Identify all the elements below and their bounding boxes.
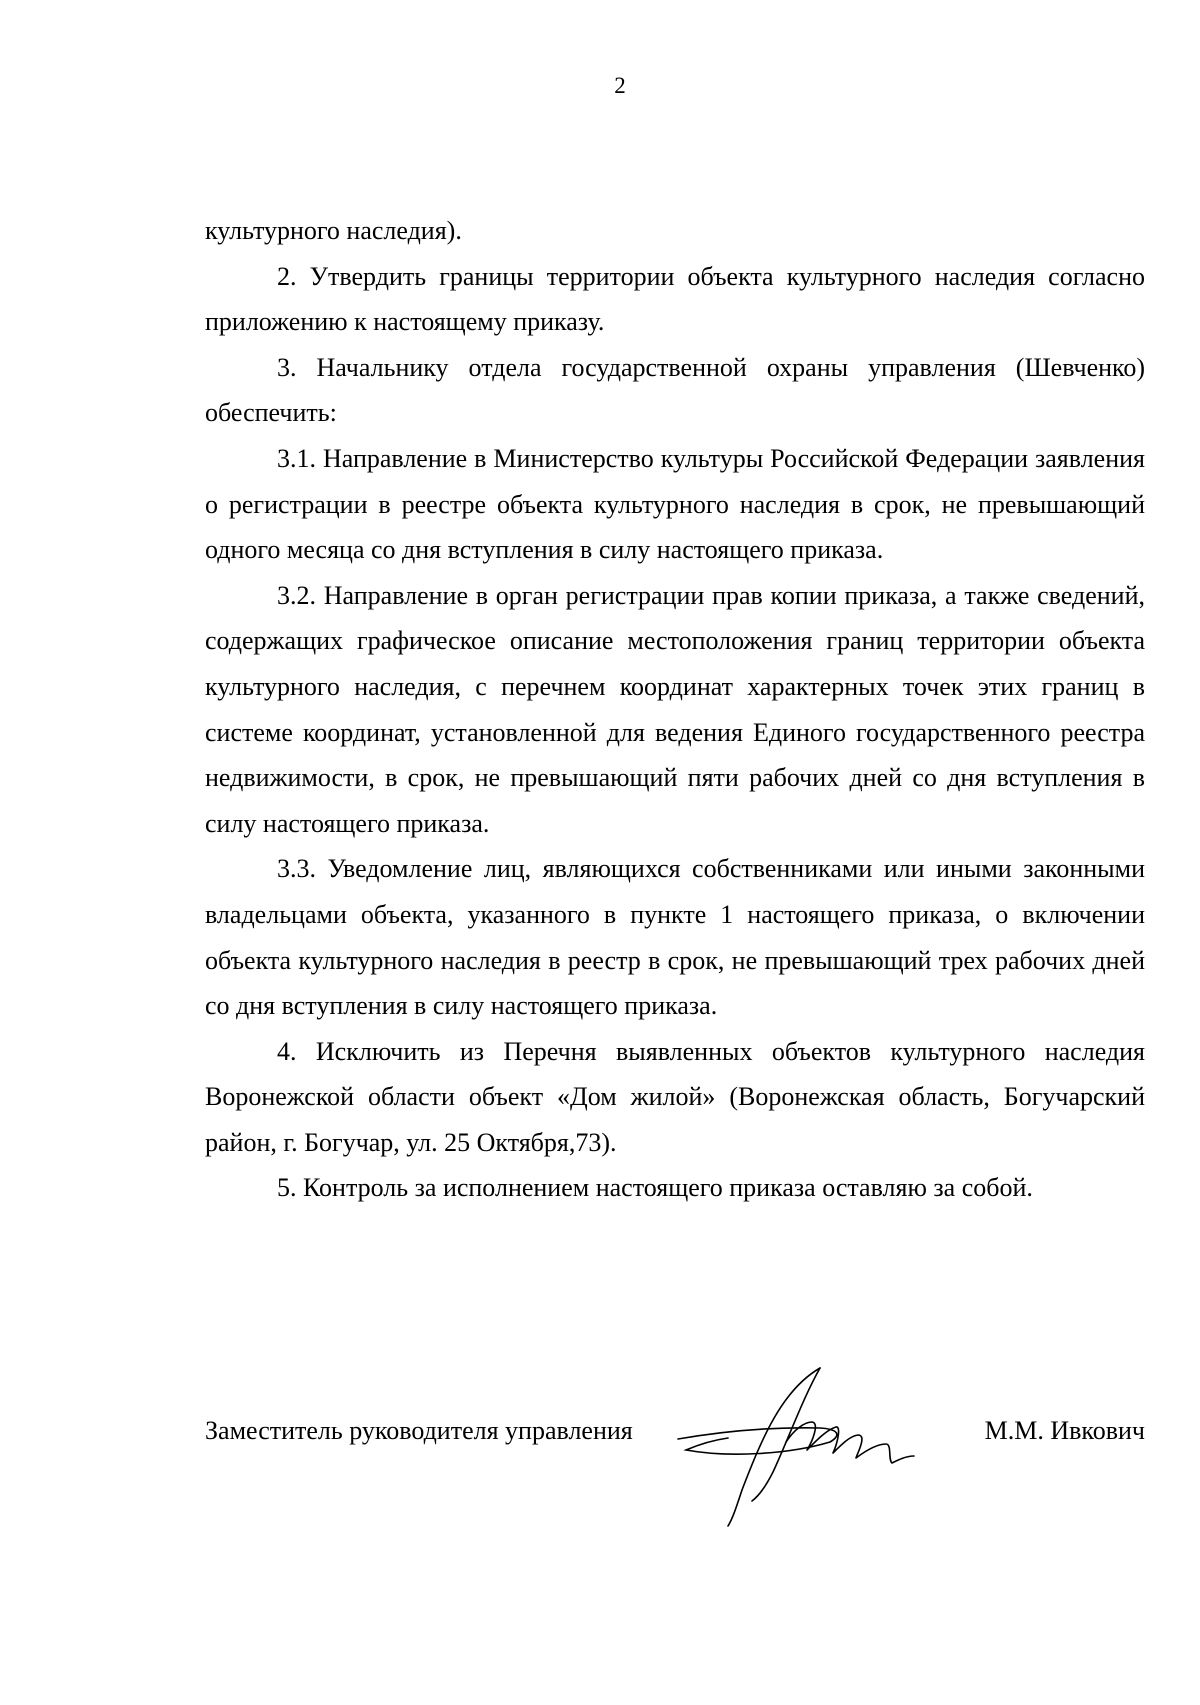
- signatory-name: М.М. Ивкович: [984, 1416, 1145, 1445]
- document-body: [205, 208, 1145, 1211]
- paragraph-item-3-3: 3.3. Уведомление лиц, являющихся собственниками или иными законными владельцами объекта, указанного в пункте 1 настоящего приказа, о включении объекта культурного наследия в реестр в срок, не превышающий трех рабочих дней со дня вступления в силу настоящего приказа.: [205, 854, 1145, 1021]
- paragraph-item-3-1: 3.1. Направление в Министерство культуры Российской Федерации заявления о регистрации в реестре объекта культурного наследия в срок, не превышающий одного месяца со дня вступления в силу настоящего приказа.: [205, 443, 1145, 565]
- paragraph-item-5: 5. Контроль за исполнением настоящего приказа оставляю за собой.: [277, 1173, 1033, 1203]
- page-number: 2: [614, 73, 626, 98]
- paragraph-item-3: 3. Начальнику отдела государственной охраны управления (Шевченко) обеспечить:: [205, 352, 1145, 428]
- signatory-title: Заместитель руководителя управления: [205, 1416, 633, 1445]
- paragraph-continuation: культурного наследия).: [205, 216, 462, 245]
- paragraph-item-2: 2. Утвердить границы территории объекта культурного наследия согласно приложению к настоящему приказу.: [205, 261, 1145, 337]
- paragraph-item-3-2: 3.2. Направление в орган регистрации прав копии приказа, а также сведений, содержащих графическое описание местоположения границ территории объекта культурного наследия, с перечнем координат характерных точек этих границ в системе координат, установленной для ведения Единого государственного реестра недвижимости, в срок, не превышающий пяти рабочих дней со дня вступления в силу настоящего приказа.: [205, 580, 1145, 838]
- paragraph-item-4: 4. Исключить из Перечня выявленных объектов культурного наследия Воронежской области объект «Дом жилой» (Воронежская область, Богучарский район, г. Богучар, ул. 25 Октября,73).: [205, 1036, 1145, 1157]
- handwritten-signature: [670, 1360, 930, 1530]
